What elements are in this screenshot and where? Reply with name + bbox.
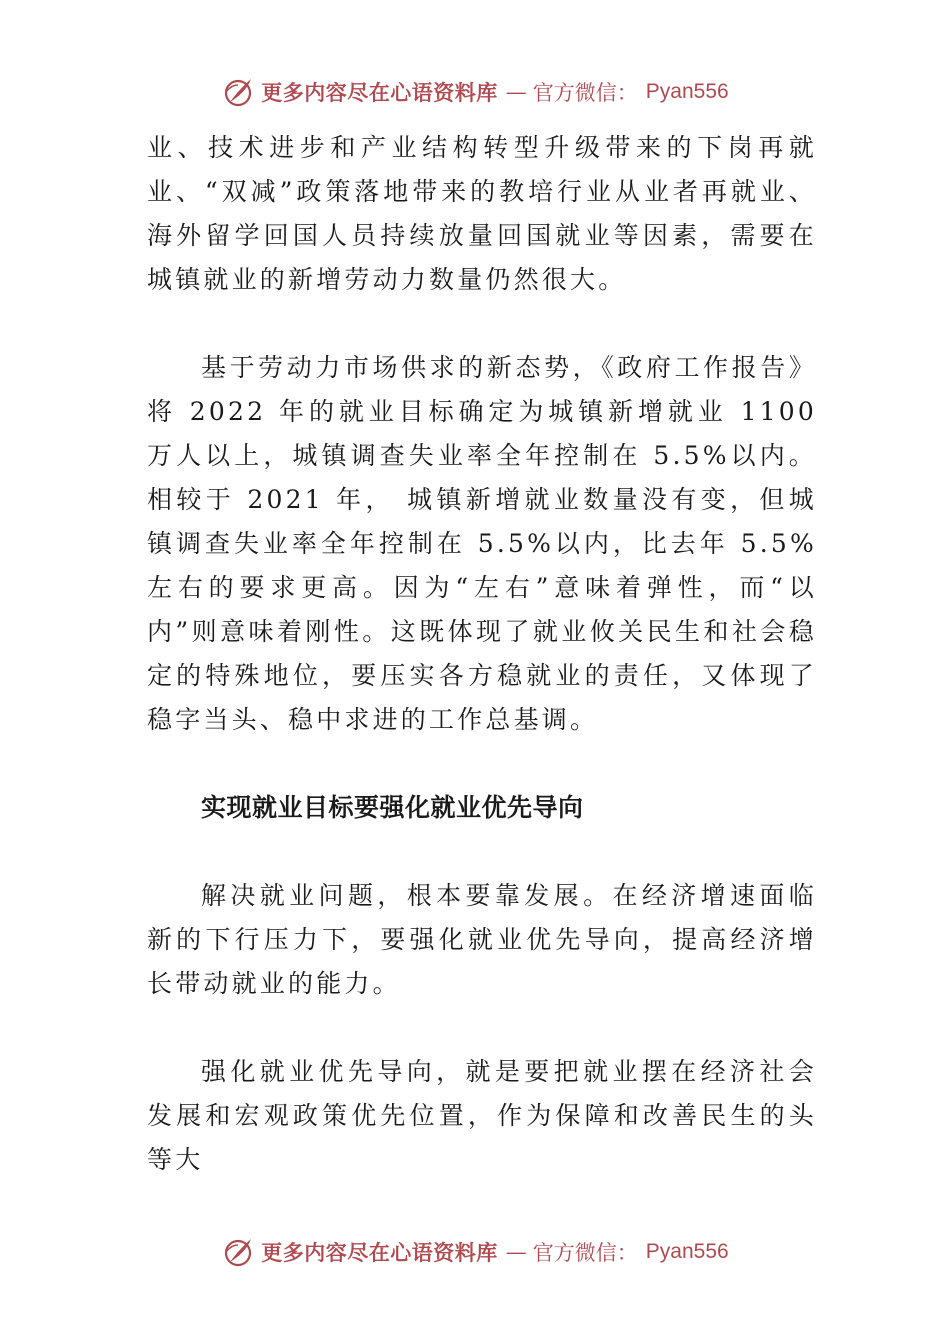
header-watermark bbox=[221, 75, 728, 109]
header-wechat-label: 官方微信： bbox=[532, 81, 638, 105]
footer-separator: — bbox=[505, 1240, 527, 1264]
page-header bbox=[0, 72, 950, 112]
header-site-text: 更多内容尽在心语资料库 bbox=[261, 80, 498, 105]
paragraph-3: 解决就业问题，根本要靠发展。在经济增速面临新的下行压力下，要强化就业优先导向，提高经济增长带动就业的能力。 bbox=[147, 881, 817, 998]
paragraph-gap bbox=[147, 742, 817, 786]
header-separator: — bbox=[505, 80, 527, 104]
document-body bbox=[147, 126, 817, 1182]
footer-wechat-label: 官方微信： bbox=[532, 1241, 638, 1265]
paragraph-gap bbox=[147, 1006, 817, 1050]
paragraph-gap bbox=[147, 302, 817, 346]
paragraph-1: 业、技术进步和产业结构转型升级带来的下岗再就业、“双减”政策落地带来的教培行业从业者再就业、海外留学回国人员持续放量回国就业等因素，需要在城镇就业的新增劳动力数量仍然很大。 bbox=[147, 133, 817, 294]
paragraph-2: 基于劳动力市场供求的新态势，《政府工作报告》将 2022 年的就业目标确定为城镇新增就业 1100 万人以上，城镇调查失业率全年控制在 5.5%以内。相较于 2021 年， 城镇新增就业数量没有变，但城镇调查失业率全年控制在 5.5%以内，比去年 5.5%左右的要求更高。因为“左右”意味着弹性，而“以内”则意味着刚性。这既体现了就业攸关民生和社会稳定的特殊地位，要压实各方稳就业的责任，又体现了稳字当头、稳中求进的工作总基调。 bbox=[147, 353, 817, 734]
quill-logo-icon bbox=[221, 75, 255, 109]
page-footer bbox=[0, 1232, 950, 1272]
header-wechat-id: Pyan556 bbox=[645, 80, 729, 103]
quill-logo-icon bbox=[221, 1235, 255, 1269]
section-heading: 实现就业目标要强化就业优先导向 bbox=[201, 793, 584, 822]
paragraph-gap bbox=[147, 830, 817, 874]
footer-site-text: 更多内容尽在心语资料库 bbox=[261, 1240, 498, 1265]
paragraph-4: 强化就业优先导向，就是要把就业摆在经济社会发展和宏观政策优先位置，作为保障和改善民生的头等大 bbox=[147, 1057, 817, 1174]
footer-wechat-id: Pyan556 bbox=[645, 1240, 729, 1263]
footer-watermark bbox=[221, 1235, 728, 1269]
